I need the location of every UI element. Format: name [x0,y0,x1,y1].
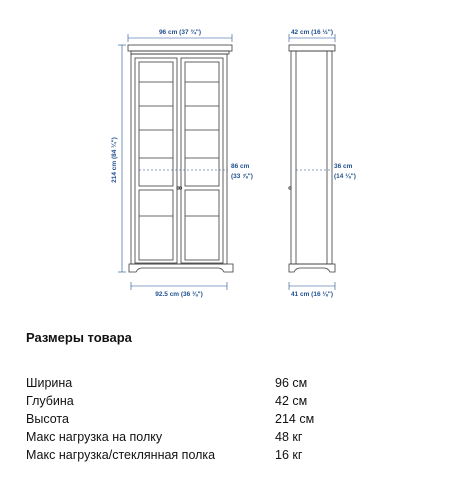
spec-label: Макс нагрузка/стеклянная полка [26,448,216,462]
front-top-width-label: 96 cm (37 ¾") [158,29,202,36]
side-inner-depth-label-1: 36 cm [334,163,353,170]
spec-row-depth [26,392,446,410]
spec-label: Ширина [26,376,73,390]
spec-row-width [26,374,446,392]
side-inner-depth-label-2: (14 ⅛") [334,173,356,180]
side-view [289,45,335,272]
spec-value: 42 см [275,394,308,408]
spec-label: Макс нагрузка на полку [26,430,163,444]
spec-row-glass-shelf-load [26,446,446,464]
spec-value: 16 кг [275,448,303,462]
specs-title: Размеры товара [26,330,132,345]
front-inner-height-label-2: (33 ⅞") [231,173,253,180]
spec-row-height [26,410,446,428]
front-inner-height-label-1: 86 cm [231,163,250,170]
specs-table [26,374,446,464]
side-bottom-depth-label: 41 cm (16 ⅛") [290,291,334,298]
spec-row-shelf-load [26,428,446,446]
spec-value: 48 кг [275,430,303,444]
front-height-label: 214 cm (84 ¼") [111,137,118,183]
front-view [128,45,233,272]
spec-label: Глубина [26,394,74,408]
side-top-depth-label: 42 cm (16 ½") [290,29,334,36]
spec-label: Высота [26,412,69,426]
spec-value: 214 см [275,412,315,426]
spec-value: 96 см [275,376,308,390]
front-bottom-width-label: 92.5 cm (36 ⅜") [155,291,203,298]
